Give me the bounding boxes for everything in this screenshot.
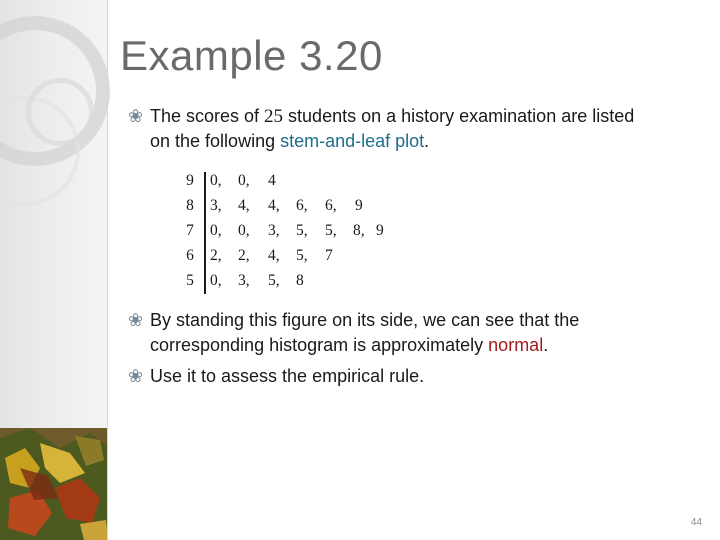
stem-value: 8 <box>186 197 194 214</box>
autumn-leaves-image <box>0 428 108 540</box>
stem-value: 6 <box>186 247 194 264</box>
leaf-value: 9 <box>355 197 363 214</box>
stem-row <box>183 220 383 242</box>
leaf-value: 5, <box>296 222 308 239</box>
normal-highlight-text: normal <box>488 335 544 355</box>
leaf-value: 5, <box>296 247 308 264</box>
page-number: 44 <box>690 517 702 528</box>
leaf-value: 0, <box>210 222 222 239</box>
leaf-value: 8, <box>353 222 365 239</box>
stem-row <box>183 245 383 267</box>
leaf-value: 8 <box>296 272 304 289</box>
leaf-value: 3, <box>238 272 250 289</box>
leaf-value: 4 <box>268 172 276 189</box>
leaf-value: 5, <box>268 272 280 289</box>
stem-and-leaf-plot <box>183 170 383 296</box>
stem-and-leaf-link-text: stem-and-leaf plot <box>280 131 425 151</box>
decorative-ring <box>26 78 94 146</box>
stem-row <box>183 170 383 192</box>
leaf-value: 3, <box>268 222 280 239</box>
student-count: 25 <box>264 106 284 127</box>
leaf-value: 3, <box>210 197 222 214</box>
stem-row <box>183 270 383 292</box>
stem-row <box>183 195 383 217</box>
leaf-value: 0, <box>238 222 250 239</box>
leaf-value: 4, <box>268 247 280 264</box>
bullet-item <box>128 104 688 154</box>
leaf-value: 4, <box>268 197 280 214</box>
bullet-item <box>128 364 688 389</box>
leaf-value: 2, <box>210 247 222 264</box>
leaf-value: 2, <box>238 247 250 264</box>
stem-value: 9 <box>186 172 194 189</box>
bullet-text: By standing this figure on its side, we can see that the corresponding histogram is approximately normal. <box>150 310 580 355</box>
stem-value: 7 <box>186 222 194 239</box>
leaf-value: 5, <box>325 222 337 239</box>
slide-title: Example 3.20 <box>120 32 383 79</box>
leaf-value: 0, <box>238 172 250 189</box>
leaf-value: 6, <box>296 197 308 214</box>
leaf-value: 7 <box>325 247 333 264</box>
panel-divider <box>107 0 108 540</box>
leaf-bullet-icon: ❀ <box>128 366 144 386</box>
bullet-text: Use it to assess the empirical rule. <box>150 366 425 386</box>
leaf-value: 4, <box>238 197 250 214</box>
bullet-text: The scores of 25 students on a history examination are listed on the following stem-and-leaf plot. <box>150 106 635 151</box>
bullet-item <box>128 308 688 358</box>
leaf-value: 6, <box>325 197 337 214</box>
leaf-bullet-icon: ❀ <box>128 106 144 126</box>
leaf-value: 9 <box>376 222 384 239</box>
stem-value: 5 <box>186 272 194 289</box>
leaf-value: 0, <box>210 172 222 189</box>
leaf-value: 0, <box>210 272 222 289</box>
leaf-bullet-icon: ❀ <box>128 310 144 330</box>
decorative-side-panel <box>0 0 108 540</box>
